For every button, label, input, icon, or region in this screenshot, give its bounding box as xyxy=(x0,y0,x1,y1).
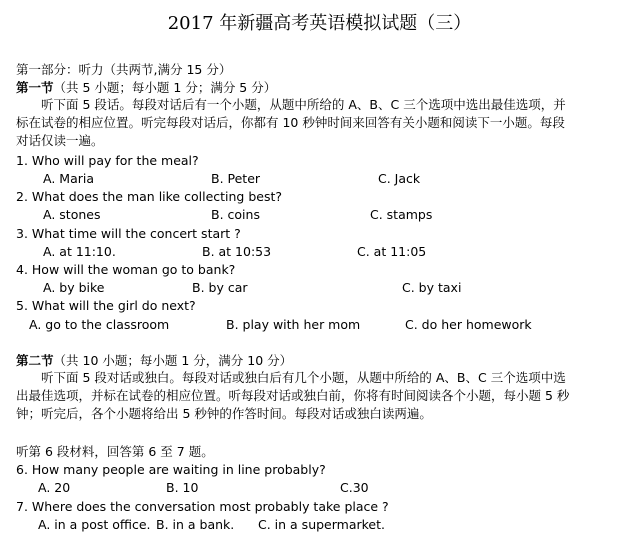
question-4: 4. How will the woman go to bank? xyxy=(16,262,236,277)
question-3: 3. What time will the concert start ? xyxy=(16,226,241,241)
section2-heading xyxy=(16,352,292,369)
q5-option-b: B. play with her mom xyxy=(226,317,361,332)
q7-option-c: C. in a supermarket. xyxy=(258,517,385,532)
q3-option-a: A. at 11:10. xyxy=(43,244,116,259)
q7-option-b: B. in a bank. xyxy=(156,517,235,532)
q1-option-b: B. Peter xyxy=(211,171,261,186)
q2-option-a: A. stones xyxy=(43,207,101,222)
q6-option-a: A. 20 xyxy=(38,480,71,495)
question-1: 1. Who will pay for the meal? xyxy=(16,153,199,168)
q3-option-b: B. at 10:53 xyxy=(202,244,272,259)
question-5: 5. What will the girl do next? xyxy=(16,298,196,313)
q6-option-c: C.30 xyxy=(340,480,369,495)
q3-option-c: C. at 11:05 xyxy=(357,244,427,259)
q6-option-b: B. 10 xyxy=(166,480,199,495)
part1-heading: 第一部分：听力（共两节,满分 15 分） xyxy=(16,62,232,77)
q7-option-a: A. in a post office. xyxy=(38,517,151,532)
section2-instructions: 听下面 5 段对话或独白。每段对话或独白后有几个小题，从题中所给的 A、B、C 三个选项中选出最佳选项，并标在试卷的相应位置。听每段对话或独白前，你将有时间阅读各个小题，每小题 5 秒钟；听完后，各个小题将给出 5 秒钟的作答时间。每段对话或独白读两遍。 xyxy=(16,370,570,421)
section1-heading-rest: （共 5 小题；每小题 1 分；满分 5 分） xyxy=(53,80,277,95)
q1-option-c: C. Jack xyxy=(378,171,421,186)
section1-heading xyxy=(16,79,276,96)
section1-heading-bold: 第一节 xyxy=(16,80,54,95)
question-2: 2. What does the man like collecting best? xyxy=(16,189,283,204)
question-7: 7. Where does the conversation most probably take place ? xyxy=(16,499,389,514)
section2-heading-rest: （共 10 小题；每小题 1 分，满分 10 分） xyxy=(53,353,293,368)
section1-instructions: 听下面 5 段话。每段对话后有一个小题，从题中所给的 A、B、C 三个选项中选出最佳选项，并标在试卷的相应位置。听完每段对话后，你都有 10 秒钟时间来回答有关小题和阅读下一小题。每段对话仅读一遍。 xyxy=(16,97,566,148)
q4-option-a: A. by bike xyxy=(43,280,105,295)
q4-option-c: C. by taxi xyxy=(402,280,462,295)
section2-heading-bold: 第二节 xyxy=(16,353,54,368)
q1-option-a: A. Maria xyxy=(43,171,94,186)
material-note: 听第 6 段材料，回答第 6 至 7 题。 xyxy=(16,444,214,459)
q2-option-b: B. coins xyxy=(211,207,260,222)
q4-option-b: B. by car xyxy=(192,280,248,295)
question-6: 6. How many people are waiting in line probably? xyxy=(16,462,326,477)
q5-option-a: A. go to the classroom xyxy=(29,317,170,332)
page-title: 2017 年新疆高考英语模拟试题（三） xyxy=(167,13,472,34)
q2-option-c: C. stamps xyxy=(370,207,433,222)
q5-option-c: C. do her homework xyxy=(405,317,532,332)
